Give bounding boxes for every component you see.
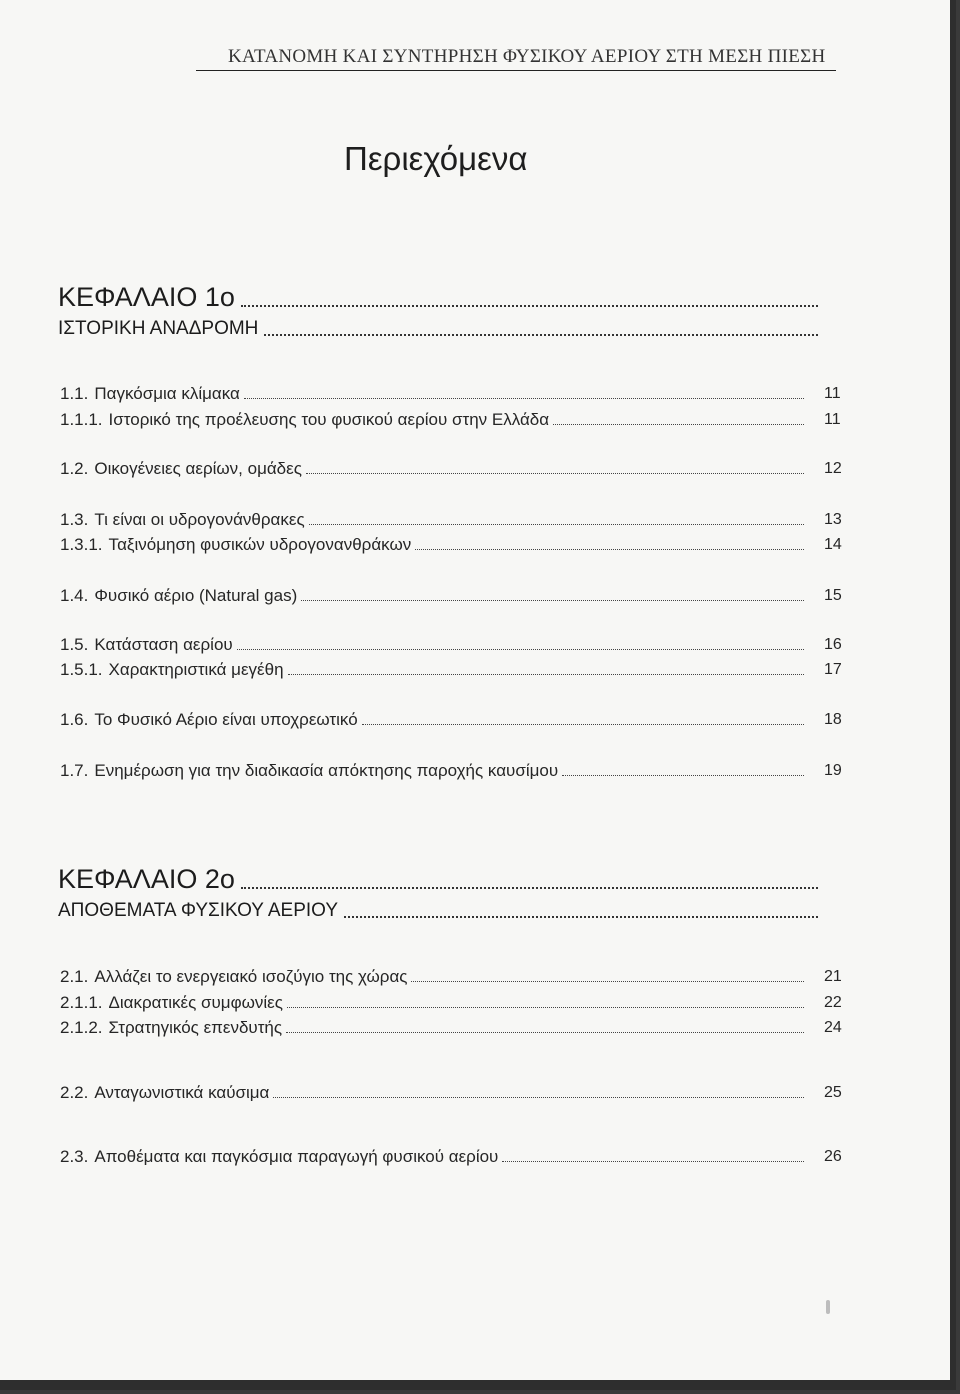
chapter-2-heading (58, 866, 818, 893)
toc-entry[interactable] (60, 636, 850, 653)
dot-leader (553, 424, 804, 425)
running-header: ΚΑΤΑΝΟΜΗ ΚΑΙ ΣΥΝΤΗΡΗΣΗ ΦΥΣΙΚΟΥ ΑΕΡΙΟΥ ΣΤΗ ΜΕΣΗ ΠΙΕΣΗ (228, 46, 826, 67)
chapter-1-heading-block (58, 284, 818, 338)
toc-entry-number: 1.1. (60, 384, 89, 403)
toc-entry[interactable] (60, 762, 850, 779)
dot-leader (241, 305, 818, 307)
chapter-1-heading (58, 284, 818, 311)
toc-entry-title: Οικογένειες αερίων, ομάδες (94, 459, 302, 478)
dot-leader (244, 398, 804, 399)
toc-entry-title: Στρατηγικός επενδυτής (108, 1018, 283, 1037)
dot-leader (309, 524, 804, 525)
toc-entry-page: 24 (824, 1019, 842, 1036)
toc-entry-number: 2.1.1. (60, 993, 103, 1012)
toc-entry[interactable] (60, 994, 850, 1011)
toc-entry-number: 1.7. (60, 761, 89, 780)
toc-entry-page: 25 (824, 1084, 842, 1101)
toc-entry-title: Χαρακτηριστικά μεγέθη (108, 660, 284, 679)
toc-entry-number: 1.3.1. (60, 535, 103, 554)
toc-entry[interactable] (60, 968, 850, 985)
toc-entry[interactable] (60, 536, 850, 553)
toc-entry-page: 26 (824, 1148, 842, 1165)
dot-leader (301, 600, 804, 601)
toc-entry-title: Αποθέματα και παγκόσμια παραγωγή φυσικού αερίου (94, 1147, 499, 1166)
toc-entry-page: 21 (824, 968, 842, 985)
toc-entry[interactable] (60, 661, 850, 678)
dot-leader (287, 1007, 804, 1008)
toc-entry-page: 11 (824, 411, 841, 428)
dot-leader (502, 1161, 804, 1162)
toc-entry-page: 22 (824, 994, 842, 1011)
toc-entry-title: Αλλάζει το ενεργειακό ισοζύγιο της χώρας (94, 967, 408, 986)
chapter-1-subtitle (58, 319, 818, 338)
toc-entry-title: Ενημέρωση για την διαδικασία απόκτησης παροχής καυσίμου (94, 761, 559, 780)
toc-entry-title: Ταξινόμηση φυσικών υδρογονανθράκων (108, 535, 412, 554)
toc-entry[interactable] (60, 1148, 850, 1165)
toc-entry-title: Ανταγωνιστικά καύσιμα (94, 1083, 270, 1102)
toc-entry-title: Κατάσταση αερίου (94, 635, 233, 654)
toc-entry-number: 1.5.1. (60, 660, 103, 679)
dot-leader (273, 1097, 804, 1098)
toc-entry[interactable] (60, 385, 850, 402)
dot-leader (362, 724, 804, 725)
toc-entry-page: 11 (824, 385, 841, 402)
toc-entry[interactable] (60, 511, 850, 528)
toc-entry-number: 2.2. (60, 1083, 89, 1102)
toc-entry-number: 2.1. (60, 967, 89, 986)
toc-entry-page: 17 (824, 661, 842, 678)
dot-leader (306, 473, 804, 474)
toc-entry-title: Παγκόσμια κλίμακα (94, 384, 240, 403)
toc-entry-title: Διακρατικές συμφωνίες (108, 993, 283, 1012)
toc-entry-title: Φυσικό αέριο (Natural gas) (94, 586, 298, 605)
toc-entry-number: 1.6. (60, 710, 89, 729)
chapter-1-heading-text: ΚΕΦΑΛΑΙΟ 1ο (58, 282, 235, 312)
toc-entry-number: 1.5. (60, 635, 89, 654)
toc-entry-number: 1.1.1. (60, 410, 103, 429)
toc-entry-number: 2.3. (60, 1147, 89, 1166)
toc-entry-page: 19 (824, 762, 842, 779)
toc-entry[interactable] (60, 460, 850, 477)
toc-entry-title: Το Φυσικό Αέριο είναι υποχρεωτικό (94, 710, 358, 729)
toc-entry[interactable] (60, 587, 850, 604)
dot-leader (344, 916, 818, 918)
toc-entry[interactable] (60, 411, 850, 428)
chapter-2-heading-block (58, 866, 818, 920)
chapter-2-heading-text: ΚΕΦΑΛΑΙΟ 2ο (58, 864, 235, 894)
toc-entry[interactable] (60, 1084, 850, 1101)
scan-speck (826, 1300, 830, 1314)
toc-entry-number: 2.1.2. (60, 1018, 103, 1037)
dot-leader (288, 674, 804, 675)
dot-leader (286, 1032, 804, 1033)
page-title: Περιεχόμενα (344, 140, 528, 177)
chapter-2-subtitle-text: ΑΠΟΘΕΜΑΤΑ ΦΥΣΙΚΟΥ ΑΕΡΙΟΥ (58, 900, 339, 921)
toc-entry[interactable] (60, 711, 850, 728)
dot-leader (264, 334, 818, 336)
chapter-1-subtitle-text: ΙΣΤΟΡΙΚΗ ΑΝΑΔΡΟΜΗ (58, 318, 259, 339)
dot-leader (415, 549, 804, 550)
chapter-2-subtitle (58, 901, 818, 920)
toc-entry-page: 16 (824, 636, 842, 653)
dot-leader (237, 649, 804, 650)
toc-entry-page: 14 (824, 536, 842, 553)
toc-entry-page: 15 (824, 587, 842, 604)
toc-entry-title: Τι είναι οι υδρογονάνθρακες (94, 510, 305, 529)
header-rule (196, 70, 836, 71)
toc-entry-page: 12 (824, 460, 842, 477)
toc-entry-title: Ιστορικό της προέλευσης του φυσικού αερίου στην Ελλάδα (108, 410, 550, 429)
toc-entry-number: 1.4. (60, 586, 89, 605)
toc-entry-number: 1.3. (60, 510, 89, 529)
toc-entry-number: 1.2. (60, 459, 89, 478)
dot-leader (562, 775, 804, 776)
dot-leader (241, 887, 818, 889)
toc-entry-page: 13 (824, 511, 842, 528)
dot-leader (411, 981, 804, 982)
toc-entry[interactable] (60, 1019, 850, 1036)
toc-entry-page: 18 (824, 711, 842, 728)
